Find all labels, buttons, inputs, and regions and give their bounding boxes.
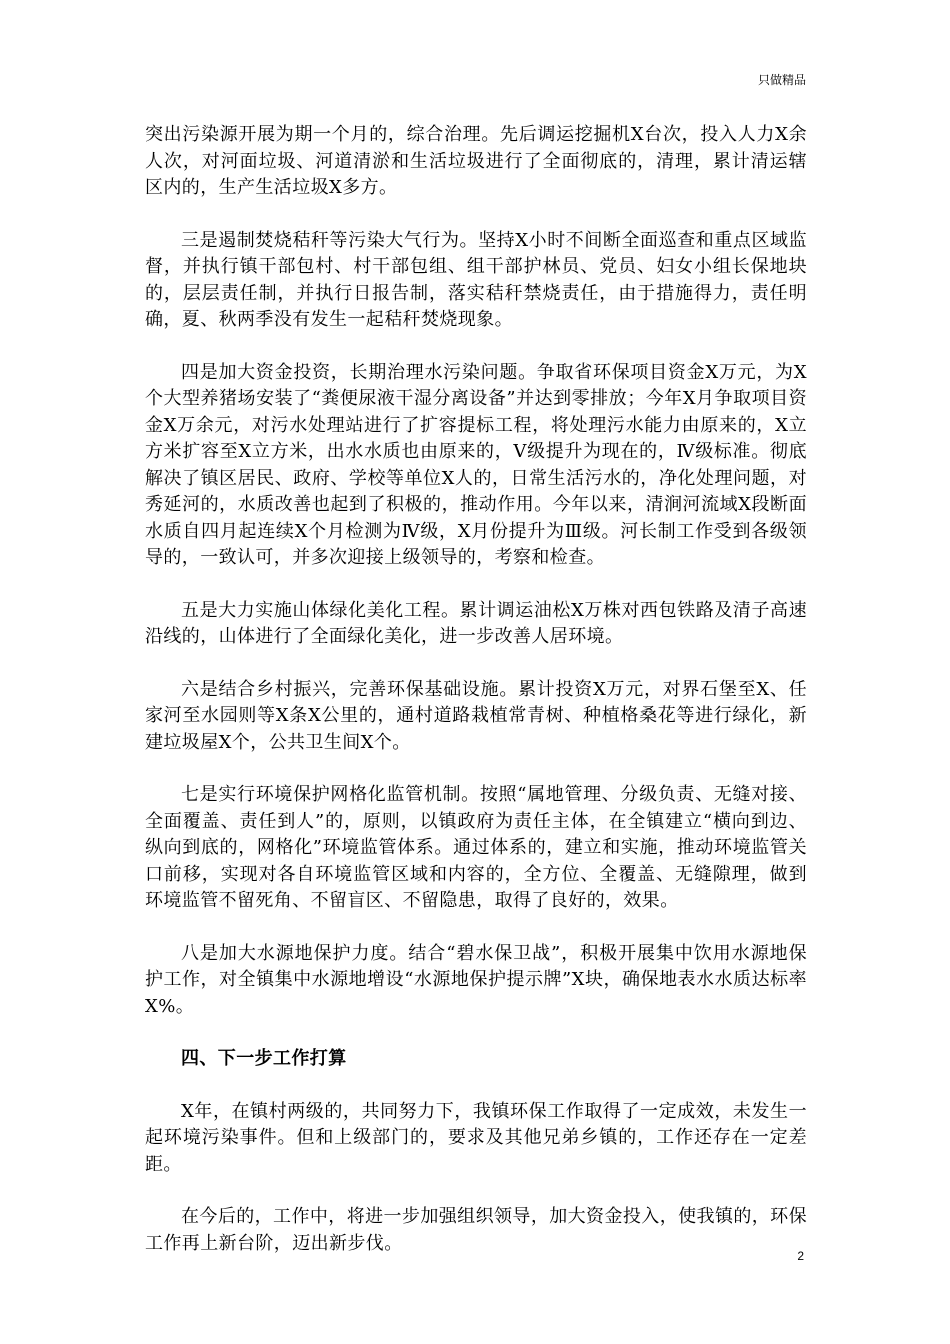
paragraph-greening: 五是大力实施山体绿化美化工程。累计调运油松X万株对西包铁路及清子高速沿线的，山体进行了全面绿化美化，进一步改善人居环境。: [145, 599, 807, 647]
paragraph-future-plan: 在今后的，工作中，将进一步加强组织领导，加大资金投入，使我镇的，环保工作再上新台阶，迈出新步伐。: [145, 1206, 807, 1254]
document-body: [145, 122, 807, 1283]
paragraph-grid-supervision: 七是实行环境保护网格化监管机制。按照“属地管理、分级负责、无缝对接、全面覆盖、责任到人”的，原则，以镇政府为责任主体，在全镇建立“横向到边、纵向到底的，网格化”环境监管体系。通过体系的，建立和实施，推动环境监管关口前移，实现对各自环境监管区域和内容的，全方位、全覆盖、无缝隙理，做到环境监管不留死角、不留盲区、不留隐患，取得了良好的，效果。: [145, 784, 807, 911]
header-note: 只做精品: [757, 73, 806, 87]
section-heading: 四、下一步工作打算: [181, 1048, 347, 1069]
paragraph-infrastructure: 六是结合乡村振兴，完善环保基础设施。累计投资X万元，对界石堡至X、任家河至水园则等X条X公里的，通村道路栽植常青树、种植格桑花等进行绿化，新建垃圾屋X个，公共卫生间X个。: [145, 678, 807, 753]
paragraph-straw-burning: 三是遏制焚烧秸秆等污染大气行为。坚持X小时不间断全面巡查和重点区域监督，并执行镇干部包村、村干部包组、组干部护林员、党员、妇女小组长保地块的，层层责任制，并执行日报告制，落实秸秆禁烧责任，由于措施得力，责任明确，夏、秋两季没有发生一起秸秆焚烧现象。: [145, 229, 807, 330]
paragraph-water-pollution: 四是加大资金投资，长期治理水污染问题。争取省环保项目资金X万元，为X个大型养猪场安装了“粪便尿液干湿分离设备”并达到零排放；今年X月争取项目资金X万余元，对污水处理站进行了扩容提标工程，将处理污水能力由原来的，X立方米扩容至X立方米，出水水质也由原来的，Ⅴ级提升为现在的，Ⅳ级标准。彻底解决了镇区居民、政府、学校等单位X人的，日常生活污水的，净化处理问题，对秀延河的，水质改善也起到了积极的，推动作用。今年以来，清涧河流域X段断面水质自四月起连续X个月检测为Ⅳ级，X月份提升为Ⅲ级。河长制工作受到各级领导的，一致认可，并多次迎接上级领导的，考察和检查。: [145, 361, 807, 568]
paragraph-summary: X年，在镇村两级的，共同努力下，我镇环保工作取得了一定成效，未发生一起环境污染事件。但和上级部门的，要求及其他兄弟乡镇的，工作还存在一定差距。: [145, 1100, 807, 1175]
paragraph-continued: 突出污染源开展为期一个月的，综合治理。先后调运挖掘机X台次，投入人力X余人次，对河面垃圾、河道清淤和生活垃圾进行了全面彻底的，清理，累计清运辖区内的，生产生活垃圾X多方。: [145, 124, 807, 198]
paragraph-water-source: 八是加大水源地保护力度。结合“碧水保卫战”，积极开展集中饮用水源地保护工作，对全镇集中水源地增设“水源地保护提示牌”X块，确保地表水水质达标率X%。: [145, 942, 807, 1017]
page-number: 2: [797, 1249, 804, 1263]
